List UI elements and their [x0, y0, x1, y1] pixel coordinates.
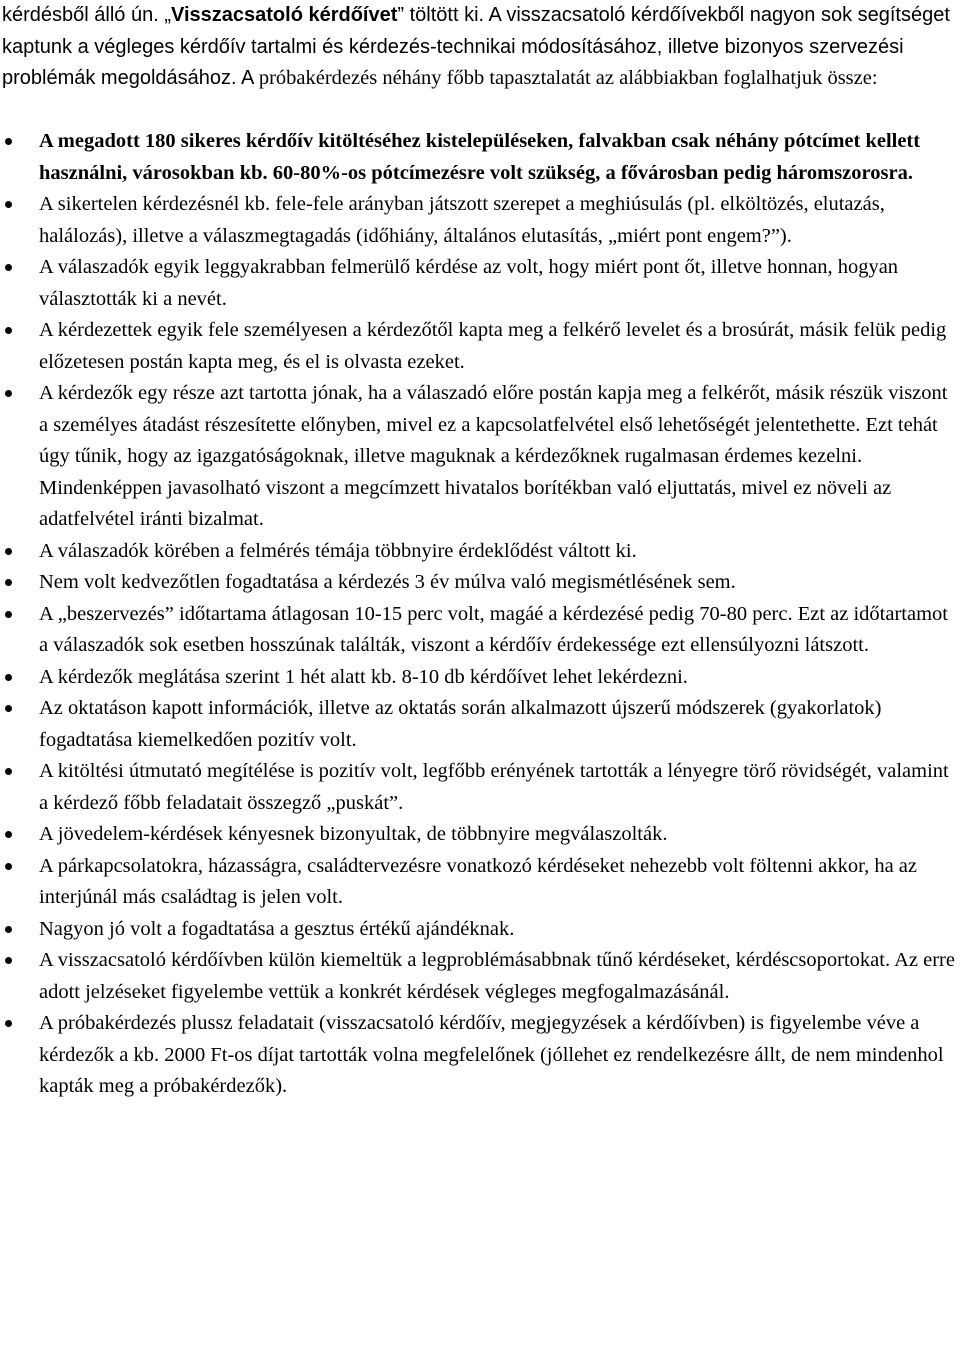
list-item	[0, 914, 958, 946]
list-item-text: A kitöltési útmutató megítélése is pozitív volt, legfőbb erényének tartották a lényegre törő rövidségét, valamint a kérdező főbb feladatait összegző „puskát”.	[39, 760, 949, 814]
bullet-icon	[5, 390, 12, 397]
bullet-icon	[5, 768, 12, 775]
list-item-text: A válaszadók körében a felmérés témája többnyire érdeklődést váltott ki.	[39, 539, 637, 562]
list-item-text: A válaszadók egyik leggyakrabban felmerülő kérdése az volt, hogy miért pont őt, illetve honnan, hogyan választották ki a nevét.	[39, 256, 899, 310]
list-item-text: A jövedelem-kérdések kényesnek bizonyultak, de többnyire megválaszolták.	[39, 823, 668, 845]
bullet-icon	[5, 863, 12, 870]
bullet-icon	[5, 579, 12, 586]
list-item-text: A sikertelen kérdezésnél kb. fele-fele arányban játszott szerepet a meghiúsulás (pl. elköltözés, elutazás, halálozás), illetve a válaszmegtagadás (időhiány, általános elutasítás, „miért pont engem?”).	[39, 193, 885, 247]
bullet-icon	[5, 327, 12, 334]
list-item	[0, 567, 958, 599]
list-item-text: A kérdezettek egyik fele személyesen a kérdezőtől kapta meg a felkérő levelet és a brosúrát, másik felük pedig előzetesen postán kapta meg, és el is olvasta ezeket.	[39, 319, 947, 373]
intro-bold-term: Visszacsatoló kérdőívet	[170, 4, 398, 26]
bullet-icon	[5, 201, 12, 208]
list-item	[0, 851, 958, 914]
list-item-text: Nagyon jó volt a fogadtatása a gesztus értékű ajándéknak.	[39, 917, 515, 940]
bullet-icon	[5, 1020, 12, 1027]
bullet-icon	[5, 705, 12, 712]
intro-text-1: kérdésből álló ún. „	[2, 4, 171, 26]
intro-text-2: ” töltött ki. A visszacsatoló kérdőívekből nagyon sok segítséget kaptunk a végleges kérdőív tartalmi és kérdezés-technikai módosításához, illetve bizonyos szervezési problémák megoldásához. A	[2, 4, 950, 89]
list-item	[0, 756, 958, 819]
list-item	[0, 378, 958, 536]
list-item	[0, 662, 958, 694]
list-item-text: A megadott 180 sikeres kérdőív kitöltéséhez kistelepüléseken, falvakban csak néhány pótcímet kellett használni, városokban kb. 60-80%-os pótcímezésre volt szükség, a fővárosban pedig háromszorosra.	[39, 130, 921, 184]
bullet-icon	[5, 548, 12, 555]
bullet-icon	[5, 264, 12, 271]
list-item	[0, 536, 958, 568]
list-item	[0, 252, 958, 315]
list-item	[0, 126, 958, 189]
bullet-icon	[5, 957, 12, 964]
findings-list	[0, 126, 958, 1103]
intro-paragraph	[2, 0, 954, 95]
list-item	[0, 1008, 958, 1103]
intro-text-3: próbakérdezés néhány főbb tapasztalatát az alábbiakban foglalhatjuk össze:	[258, 67, 878, 89]
list-item-text: A visszacsatoló kérdőívben külön kiemeltük a legproblémásabbnak tűnő kérdéseket, kérdéscsoportokat. Az erre adott jelzéseket figyelembe vettük a konkrét kérdések végleges megfogalmazásánál.	[39, 949, 955, 1003]
bullet-icon	[5, 674, 12, 681]
bullet-icon	[5, 611, 12, 618]
list-item-text: A párkapcsolatokra, házasságra, családtervezésre vonatkozó kérdéseket nehezebb volt föltenni akkor, ha az interjúnál más családtag is jelen volt.	[39, 854, 917, 908]
list-item	[0, 315, 958, 378]
list-item	[0, 945, 958, 1008]
list-item	[0, 693, 958, 756]
bullet-icon	[5, 138, 12, 145]
bullet-icon	[5, 926, 12, 933]
list-item-text: Nem volt kedvezőtlen fogadtatása a kérdezés 3 év múlva való megismétlésének sem.	[39, 571, 736, 593]
list-item-text: A próbakérdezés plussz feladatait (visszacsatoló kérdőív, megjegyzések a kérdőívben) is figyelembe véve a kérdezők a kb. 2000 Ft-os díjat tartották volna megfelelőnek (jóllehet ez rendelkezésre állt, de nem mindenhol kapták meg a próbakérdezők).	[39, 1012, 944, 1097]
list-item-text: A „beszervezés” időtartama átlagosan 10-15 perc volt, magáé a kérdezésé pedig 70-80 perc. Ezt az időtartamot a válaszadók sok esetben hosszúnak találták, viszont a kérdőív érdekessége ezt ellensúlyozni látszott.	[39, 602, 948, 656]
list-item	[0, 189, 958, 252]
list-item-text: A kérdezők meglátása szerint 1 hét alatt kb. 8-10 db kérdőívet lehet lekérdezni.	[39, 665, 688, 688]
list-item-text: Az oktatáson kapott információk, illetve az oktatás során alkalmazott újszerű módszerek (gyakorlatok) fogadtatása kiemelkedően pozitív volt.	[39, 697, 882, 751]
list-item-text: A kérdezők egy része azt tartotta jónak, ha a válaszadó előre postán kapja meg a felkérőt, másik részük viszont a személyes átadást részesítette előnyben, mivel ez a kapcsolatfelvétel első lehetőségét jelentethette. Ezt tehát úgy tűnik, hogy az igazgatóságoknak, illetve maguknak a kérdezőknek rugalmasan érdemes kezelni. Mindenképpen javasolható viszont a megcímzett hivatalos borítékban való eljuttatás, mivel ez növeli az adatfelvétel iránti bizalmat.	[39, 382, 948, 530]
bullet-icon	[5, 831, 12, 838]
list-item	[0, 819, 958, 851]
list-item	[0, 599, 958, 662]
